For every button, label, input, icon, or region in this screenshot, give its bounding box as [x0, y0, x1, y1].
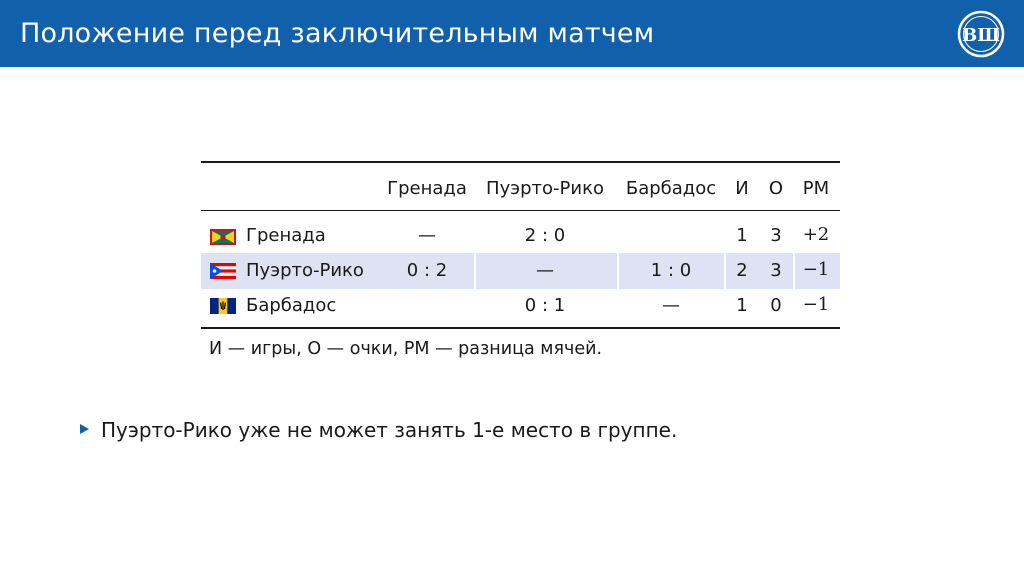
header-games: И [735, 178, 749, 199]
table-top-rule [201, 161, 840, 163]
result-cell: 2 : 0 [524, 225, 566, 246]
points-cell: 3 [770, 225, 782, 246]
result-cell: — [662, 295, 680, 316]
hse-logo-icon [957, 10, 1005, 58]
highlight-column-separator [474, 253, 476, 289]
grenada-flag-icon [210, 229, 236, 245]
team-name: Гренада [246, 225, 326, 246]
result-cell: 1 : 0 [650, 260, 692, 281]
games-cell: 2 [736, 260, 748, 281]
result-cell: 0 : 1 [524, 295, 566, 316]
header-points: О [768, 178, 784, 199]
bullet-triangle-icon [80, 424, 89, 434]
barbados-flag-icon [210, 298, 236, 314]
games-cell: 1 [736, 225, 748, 246]
goal-diff-cell: +2 [802, 224, 830, 245]
result-cell: — [418, 225, 436, 246]
table-legend: И — игры, О — очки, РМ — разница мячей. [209, 339, 603, 359]
header-barbados: Барбадос [625, 178, 717, 199]
bullet-item: Пуэрто-Рико уже не может занять 1-е место в группе. [101, 418, 678, 442]
result-cell: — [536, 260, 554, 281]
puerto-rico-flag-icon [210, 263, 236, 279]
highlight-column-separator [793, 253, 795, 289]
highlight-column-separator [724, 253, 726, 289]
team-name: Барбадос [246, 295, 337, 316]
points-cell: 3 [770, 260, 782, 281]
games-cell: 1 [736, 295, 748, 316]
highlight-column-separator [617, 253, 619, 289]
header-puerto-rico: Пуэрто-Рико [486, 178, 604, 199]
title-bar [0, 0, 1024, 67]
table-header-rule [201, 210, 840, 211]
header-goal-diff: РМ [802, 178, 830, 199]
points-cell: 0 [770, 295, 782, 316]
team-name: Пуэрто-Рико [246, 260, 364, 281]
table-bottom-rule [201, 327, 840, 329]
goal-diff-cell: −1 [802, 294, 830, 315]
result-cell: 0 : 2 [406, 260, 448, 281]
goal-diff-cell: −1 [802, 259, 830, 280]
header-grenada: Гренада [387, 178, 467, 199]
svg-text:ВШ: ВШ [961, 25, 1001, 46]
slide-title: Положение перед заключительным матчем [20, 18, 655, 49]
